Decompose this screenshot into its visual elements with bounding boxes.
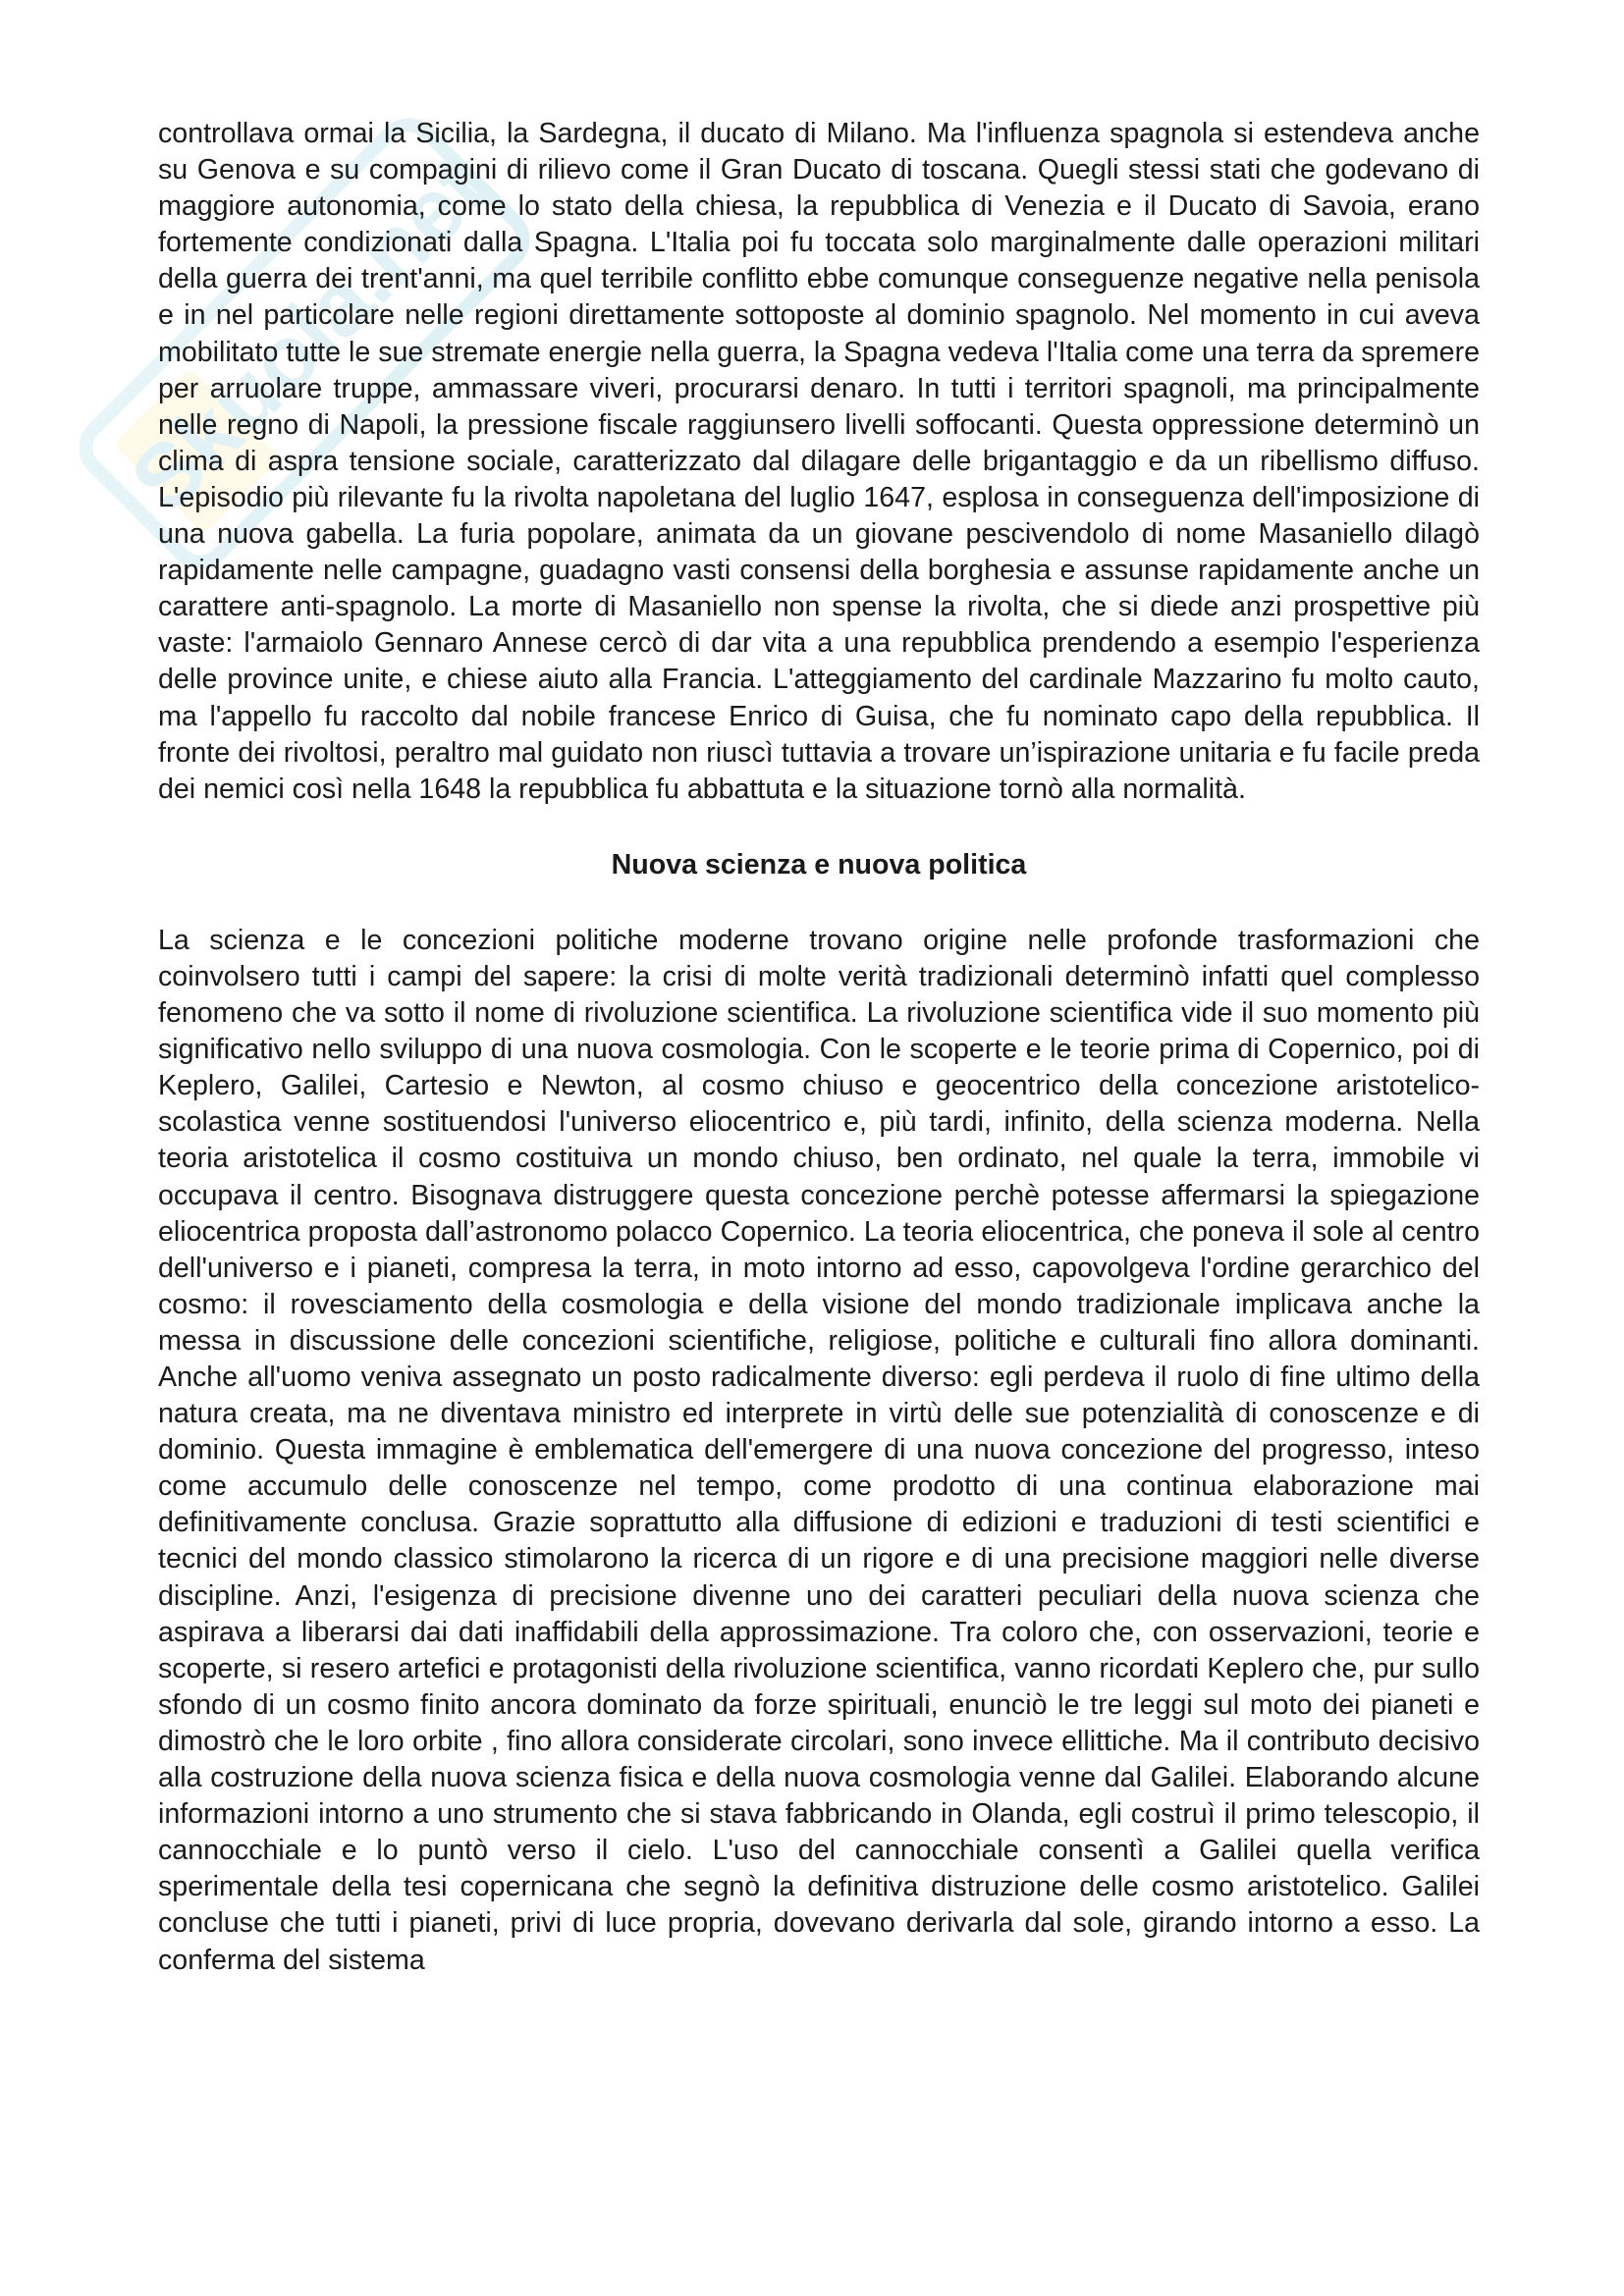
document-body	[158, 116, 1480, 1979]
paragraph-spanish-rule: controllava ormai la Sicilia, la Sardegna, il ducato di Milano. Ma l'influenza spagnola si estendeva anche su Genova e su compagini di rilievo come il Gran Ducato di toscana. Quegli stessi stati che godevano di maggiore autonomia, come lo stato della chiesa, la repubblica di Venezia e il Ducato di Savoia, erano fortemente condizionati dalla Spagna. L'Italia poi fu toccata solo marginalmente dalle operazioni militari della guerra dei trent'anni, ma quel terribile conflitto ebbe comunque conseguenze negative nella penisola e in nel particolare nelle regioni direttamente sottoposte al dominio spagnolo. Nel momento in cui aveva mobilitato tutte le sue stremate energie nella guerra, la Spagna vedeva l'Italia come una terra da spremere per arruolare truppe, ammassare viveri, procurarsi denaro. In tutti i territori spagnoli, ma principalmente nelle regno di Napoli, la pressione fiscale raggiunsero livelli soffocanti. Questa oppressione determinò un clima di aspra tensione sociale, caratterizzato dal dilagare delle brigantaggio e da un ribellismo diffuso. L'episodio più rilevante fu la rivolta napoletana del luglio 1647, esplosa in conseguenza dell'imposizione di una nuova gabella. La furia popolare, animata da un giovane pescivendolo di nome Masaniello dilagò rapidamente nelle campagne, guadagno vasti consensi della borghesia e assunse rapidamente anche un carattere anti-spagnolo. La morte di Masaniello non spense la rivolta, che si diede anzi prospettive più vaste: l'armaiolo Gennaro Annese cercò di dar vita a una repubblica prendendo a esempio l'esperienza delle province unite, e chiese aiuto alla Francia. L'atteggiamento del cardinale Mazzarino fu molto cauto, ma l'appello fu raccolto dal nobile francese Enrico di Guisa, che fu nominato capo della repubblica. Il fronte dei rivoltosi, peraltro mal guidato non riuscì tuttavia a trovare un’ispirazione unitaria e fu facile preda dei nemici così nella 1648 la repubblica fu abbattuta e la situazione tornò alla normalità.	[158, 118, 1480, 805]
section-heading: Nuova scienza e nuova politica	[611, 848, 1027, 881]
watermark-label: Skuola.net	[112, 137, 507, 532]
paragraph-new-science: La scienza e le concezioni politiche moderne trovano origine nelle profonde trasformazioni che coinvolsero tutti i campi del sapere: la crisi di molte verità tradizionali determinò infatti quel complesso fenomeno che va sotto il nome di rivoluzione scientifica. La rivoluzione scientifica vide il suo momento più significativo nello sviluppo di una nuova cosmologia. Con le scoperte e le teorie prima di Copernico, poi di Keplero, Galilei, Cartesio e Newton, al cosmo chiuso e geocentrico della concezione aristotelico-scolastica venne sostituendosi l'universo eliocentrico e, più tardi, infinito, della scienza moderna. Nella teoria aristotelica il cosmo costituiva un mondo chiuso, ben ordinato, nel quale la terra, immobile vi occupava il centro. Bisognava distruggere questa concezione perchè potesse affermarsi la spiegazione eliocentrica proposta dall’astronomo polacco Copernico. La teoria eliocentrica, che poneva il sole al centro dell'universo e i pianeti, compresa la terra, in moto intorno ad esso, capovolgeva l'ordine gerarchico del cosmo: il rovesciamento della cosmologia e della visione del mondo tradizionale implicava anche la messa in discussione delle concezioni scientifiche, religiose, politiche e culturali fino allora dominanti. Anche all'uomo veniva assegnato un posto radicalmente diverso: egli perdeva il ruolo di fine ultimo della natura creata, ma ne diventava ministro ed interprete in virtù delle sue potenzialità di conoscenze e di dominio. Questa immagine è emblematica dell'emergere di una nuova concezione del progresso, inteso come accumulo delle conoscenze nel tempo, come prodotto di una continua elaborazione mai definitivamente conclusa. Grazie soprattutto alla diffusione di edizioni e traduzioni di testi scientifici e tecnici del mondo classico stimolarono la ricerca di un rigore e di una precisione maggiori nelle diverse discipline. Anzi, l'esigenza di precisione divenne uno dei caratteri peculiari della nuova scienza che aspirava a liberarsi dai dati inaffidabili della approssimazione. Tra coloro che, con osservazioni, teorie e scoperte, si resero artefici e protagonisti della rivoluzione scientifica, vanno ricordati Keplero che, pur sullo sfondo di un cosmo finito ancora dominato da forze spirituali, enunciò le tre leggi sul moto dei pianeti e dimostrò che le loro orbite , fino allora considerate circolari, sono invece ellittiche. Ma il contributo decisivo alla costruzione della nuova scienza fisica e della nuova cosmologia venne dal Galilei. Elaborando alcune informazioni intorno a uno strumento che si stava fabbricando in Olanda, egli costruì il primo telescopio, il cannocchiale e lo puntò verso il cielo. L'uso del cannocchiale consentì a Galilei quella verifica sperimentale della tesi copernicana che segnò la definitiva distruzione delle cosmo aristotelico. Galilei concluse che tutti i pianeti, privi di luce propria, dovevano derivarla dal sole, girando intorno a esso. La conferma del sistema	[158, 924, 1480, 1976]
